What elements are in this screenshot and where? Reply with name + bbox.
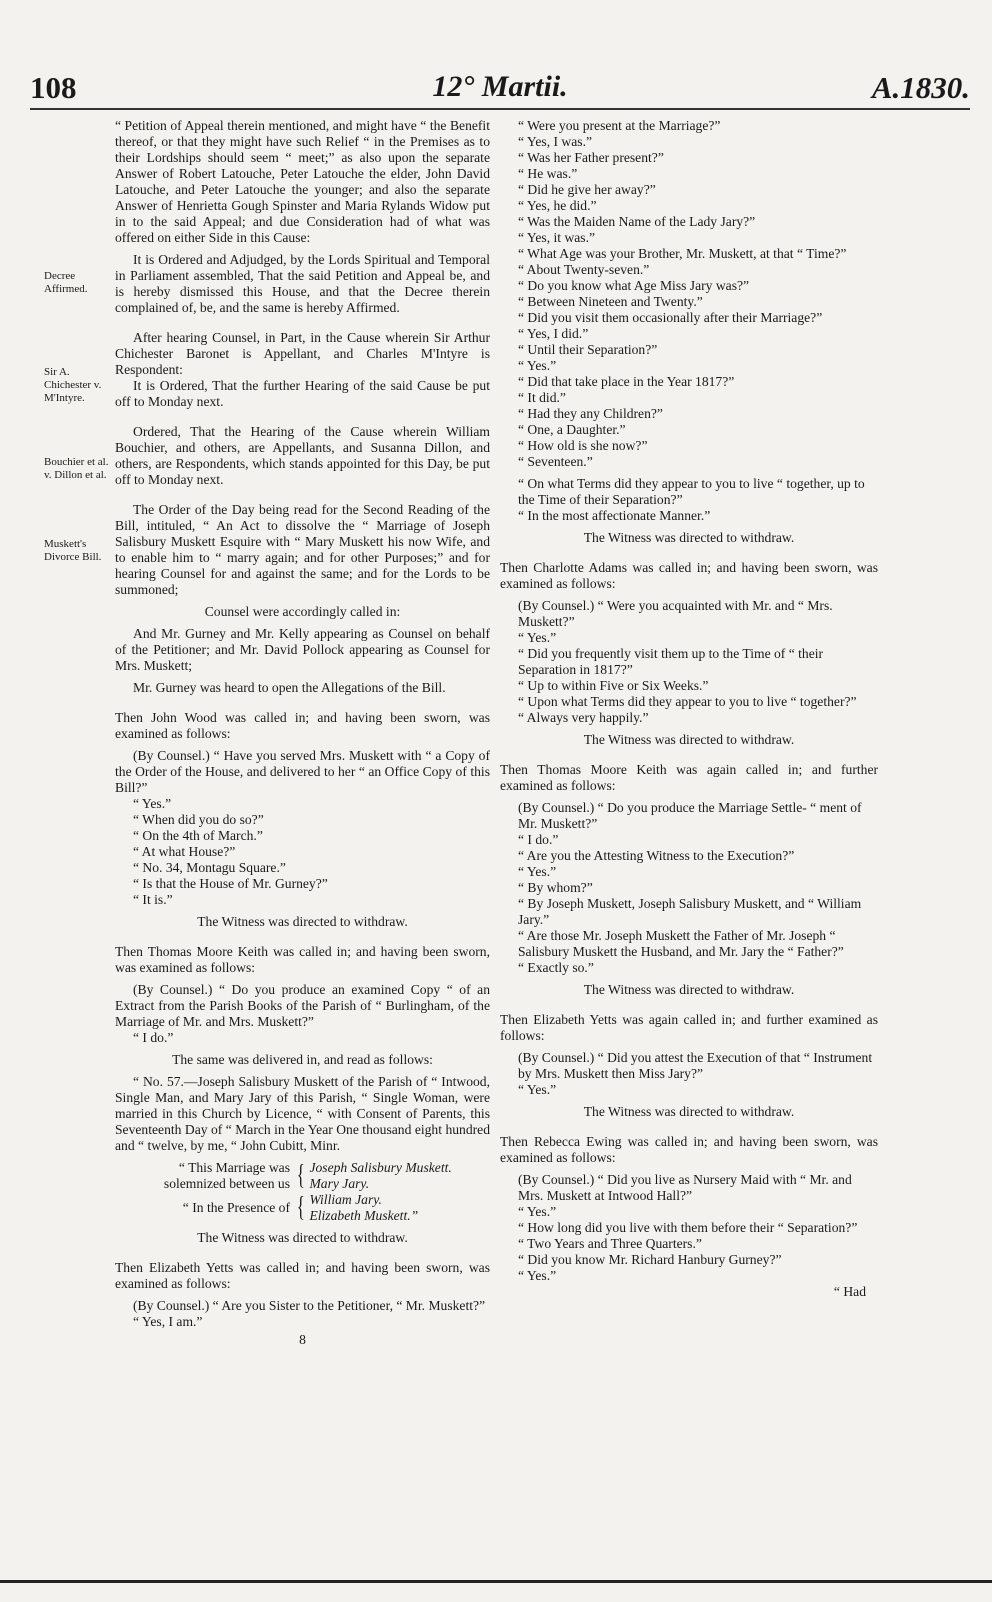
testimony-line: “ No. 34, Montagu Square.” [133, 860, 286, 875]
testimony-line: “ Is that the House of Mr. Gurney?” [133, 876, 328, 891]
margin-note: Bouchier et al. v. Dillon et al. [44, 456, 109, 481]
paragraph: The Order of the Day being read for the Second Reading of the Bill, intituled, “ An Act to dissolve the “ Marriage of Joseph Salisbury Muskett Esquire with “ Mary Muskett his now Wife, and to enable him to “ marry again; and for other Purposes;” and for hearing Counsel for and against the same; and for the Lords to be summoned; [115, 502, 490, 597]
page-number: 108 [30, 70, 77, 105]
testimony-line: “ How long did you live with them before their “ Separation?” [518, 1220, 858, 1235]
paragraph: Mr. Gurney was heard to open the Allegations of the Bill. [133, 680, 446, 695]
brace: { [296, 1192, 305, 1223]
testimony-line: “ By Joseph Muskett, Joseph Salisbury Muskett, and “ William Jary.” [518, 896, 862, 927]
testimony-line: “ Yes, it was.” [518, 230, 596, 245]
testimony-line: “ At what House?” [133, 844, 236, 859]
register-names [309, 1160, 451, 1192]
testimony-line: “ Seventeen.” [518, 454, 593, 469]
testimony-block [500, 800, 878, 976]
testimony-line: “ Between Nineteen and Twenty.” [518, 294, 703, 309]
testimony-line: “ Yes.” [518, 864, 557, 879]
brace: { [296, 1160, 305, 1191]
testimony-line: “ I do.” [518, 832, 559, 847]
signature-mark: 8 [299, 1332, 306, 1347]
testimony-line: “ It is.” [133, 892, 173, 907]
testimony-line: “ One, a Daughter.” [518, 422, 626, 437]
testimony-line: “ Yes.” [518, 358, 557, 373]
left-column [115, 118, 490, 1348]
paragraph: It is Ordered and Adjudged, by the Lords Spiritual and Temporal in Parliament assembled, That the said Petition and Appeal be, and is hereby dismissed this House, and that the Decree therein complained of, be, and the same is hereby Affirmed. [115, 252, 490, 315]
paragraph: Then Charlotte Adams was called in; and having been sworn, was examined as follows: [500, 560, 878, 591]
testimony-line: “ Did you frequently visit them up to the Time of “ their Separation in 1817?” [518, 646, 824, 677]
header-rule [30, 108, 970, 110]
testimony-line: “ Did he give her away?” [518, 182, 656, 197]
testimony-line: “ Did that take place in the Year 1817?” [518, 374, 735, 389]
testimony-line: “ On what Terms did they appear to you to live “ together, up to the Time of their Separation?” [518, 476, 865, 507]
register-witnesses [115, 1192, 490, 1224]
withdraw-note: The Witness was directed to withdraw. [583, 982, 795, 997]
testimony-line: “ Are you the Attesting Witness to the Execution?” [518, 848, 795, 863]
paragraph: Counsel were accordingly called in: [204, 604, 401, 619]
margin-note: Sir A. Chichester v. M'Intyre. [44, 366, 102, 404]
testimony-line: “ How old is she now?” [518, 438, 648, 453]
paragraph: Then Elizabeth Yetts was again called in; and further examined as follows: [500, 1012, 878, 1043]
withdraw-note: The Witness was directed to withdraw. [583, 1104, 795, 1119]
register-names [309, 1192, 418, 1224]
testimony-line: “ Did you know Mr. Richard Hanbury Gurney?” [518, 1252, 782, 1267]
testimony-line: (By Counsel.) “ Were you acquainted with Mr. and “ Mrs. Muskett?” [518, 598, 833, 629]
paragraph: It is Ordered, That the further Hearing of the said Cause be put off to Monday next. [115, 378, 490, 409]
testimony-line: “ By whom?” [518, 880, 593, 895]
withdraw-note: The Witness was directed to withdraw. [583, 732, 795, 747]
page-header [30, 70, 970, 110]
testimony-block [500, 118, 878, 524]
paragraph: Then Rebecca Ewing was called in; and having been sworn, was examined as follows: [500, 1134, 878, 1165]
register-signatures [115, 1160, 490, 1192]
testimony-line: (By Counsel.) “ Do you produce the Marriage Settle- “ ment of Mr. Muskett?” [518, 800, 862, 831]
register-name: Mary Jary. [309, 1176, 370, 1191]
testimony-block [115, 796, 490, 908]
right-column [500, 118, 878, 1300]
testimony-line: “ Did you visit them occasionally after their Marriage?” [518, 310, 823, 325]
paragraph: After hearing Counsel, in Part, in the Cause wherein Sir Arthur Chichester Baronet is Appellant, and Charles M'Intyre is Respondent: [115, 330, 490, 377]
testimony-line: “ Exactly so.” [518, 960, 594, 975]
paragraph: (By Counsel.) “ Are you Sister to the Petitioner, “ Mr. Muskett?” [133, 1298, 486, 1313]
testimony-block [500, 1050, 878, 1098]
catchword: “ Had [833, 1284, 866, 1299]
testimony-line: “ Yes.” [518, 1204, 557, 1219]
testimony-line: “ I do.” [133, 1030, 174, 1045]
testimony-line: “ Was the Maiden Name of the Lady Jary?” [518, 214, 756, 229]
testimony-line: “ Until their Separation?” [518, 342, 658, 357]
withdraw-note: The Witness was directed to withdraw. [197, 1230, 408, 1245]
testimony-line: “ Always very happily.” [518, 710, 649, 725]
register-label: “ This Marriage was solemnized between us [163, 1160, 290, 1191]
testimony-line: “ Up to within Five or Six Weeks.” [518, 678, 709, 693]
testimony-line: “ Are those Mr. Joseph Muskett the Father of Mr. Joseph “ Salisbury Muskett the Husband, and Mr. Jary the “ Father?” [518, 928, 844, 959]
testimony-line: “ On the 4th of March.” [133, 828, 263, 843]
register-entry: “ No. 57.—Joseph Salisbury Muskett of the Parish of “ Intwood, Single Man, and Mary Jary of this Parish, “ Single Woman, were married in this Church by Licence, “ with Consent of Parents, this Seventeenth Day of “ March in the Year One thousand eight hundred and “ twelve, by me, “ John Cubitt, Minr. [115, 1074, 490, 1153]
page-year: A.1830. [871, 70, 970, 105]
page-date: 12° Martii. [432, 70, 568, 103]
testimony-line: “ In the most affectionate Manner.” [518, 508, 711, 523]
testimony-line: “ Yes, I am.” [133, 1314, 203, 1329]
paragraph: (By Counsel.) “ Do you produce an examined Copy “ of an Extract from the Parish Books of the Parish of “ Burlingham, of the Marriage of Mr. and Mrs. Muskett?” [115, 982, 490, 1029]
paragraph: Then Elizabeth Yetts was called in; and having been sworn, was examined as follows: [115, 1260, 490, 1291]
margin-note: Decree Affirmed. [44, 270, 88, 295]
margin-note: Muskett's Divorce Bill. [44, 538, 102, 563]
paragraph: And Mr. Gurney and Mr. Kelly appearing as Counsel on behalf of the Petitioner; and Mr. David Pollock appearing as Counsel for Mrs. Muskett; [115, 626, 490, 673]
paragraph: “ Petition of Appeal therein mentioned, and might have “ the Benefit thereof, or that they might have such Relief “ in the Premises as to their Lordships should seem “ meet;” as also upon the separate Answer of Robert Latouche, Peter Latouche the elder, John David Latouche, and Peter Latouche the younger; and also the separate Answer of Henrietta Gough Spinster and Maria Rylands Widow put in to the said Appeal; and due Consideration had of what was offered on either Side in this Cause: [115, 118, 490, 245]
withdraw-note: The Witness was directed to withdraw. [583, 530, 795, 545]
testimony-line: “ Were you present at the Marriage?” [518, 118, 721, 133]
testimony-line: “ It did.” [518, 390, 566, 405]
testimony-line: “ Yes.” [518, 1268, 557, 1283]
register-label: “ In the Presence of [182, 1200, 290, 1215]
testimony-line: “ About Twenty-seven.” [518, 262, 650, 277]
register-name: Joseph Salisbury Muskett. [309, 1160, 452, 1175]
paragraph: Then John Wood was called in; and having been sworn, was examined as follows: [115, 710, 490, 741]
testimony-line: “ Was her Father present?” [518, 150, 664, 165]
testimony-line: “ Do you know what Age Miss Jary was?” [518, 278, 750, 293]
testimony-line: “ Yes, I did.” [518, 326, 589, 341]
paragraph: Ordered, That the Hearing of the Cause wherein William Bouchier, and others, are Appellants, and Susanna Dillon, and others, are Respondents, which stands appointed for this Day, be put off to Monday next. [115, 424, 490, 487]
testimony-line: “ Yes.” [518, 1082, 557, 1097]
testimony-block [500, 598, 878, 726]
register-name: William Jary. [309, 1192, 382, 1207]
testimony-line: “ Yes, I was.” [518, 134, 593, 149]
testimony-block [500, 1172, 878, 1284]
bottom-rule [0, 1580, 992, 1583]
paragraph: Then Thomas Moore Keith was called in; and having been sworn, was examined as follows: [115, 944, 490, 975]
paragraph: Then Thomas Moore Keith was again called in; and further examined as follows: [500, 762, 878, 793]
testimony-line: “ When did you do so?” [133, 812, 264, 827]
testimony-line: “ Had they any Children?” [518, 406, 663, 421]
testimony-line: (By Counsel.) “ Did you attest the Execution of that “ Instrument by Mrs. Muskett then Miss Jary?” [518, 1050, 873, 1081]
register-name: Elizabeth Muskett.” [309, 1208, 419, 1223]
testimony-line: “ He was.” [518, 166, 578, 181]
paragraph: The same was delivered in, and read as follows: [172, 1052, 433, 1067]
testimony-line: “ Yes, he did.” [518, 198, 597, 213]
testimony-line: “ Yes.” [518, 630, 557, 645]
withdraw-note: The Witness was directed to withdraw. [197, 914, 408, 929]
testimony-line: “ What Age was your Brother, Mr. Muskett, at that “ Time?” [518, 246, 847, 261]
testimony-line: “ Yes.” [133, 796, 172, 811]
testimony-line: “ Two Years and Three Quarters.” [518, 1236, 702, 1251]
testimony-line: (By Counsel.) “ Did you live as Nursery Maid with “ Mr. and Mrs. Muskett at Intwood Hall?” [518, 1172, 852, 1203]
paragraph: (By Counsel.) “ Have you served Mrs. Muskett with “ a Copy of the Order of the House, and delivered to her “ an Office Copy of this Bill?” [115, 748, 490, 795]
testimony-line: “ Upon what Terms did they appear to you to live “ together?” [518, 694, 857, 709]
